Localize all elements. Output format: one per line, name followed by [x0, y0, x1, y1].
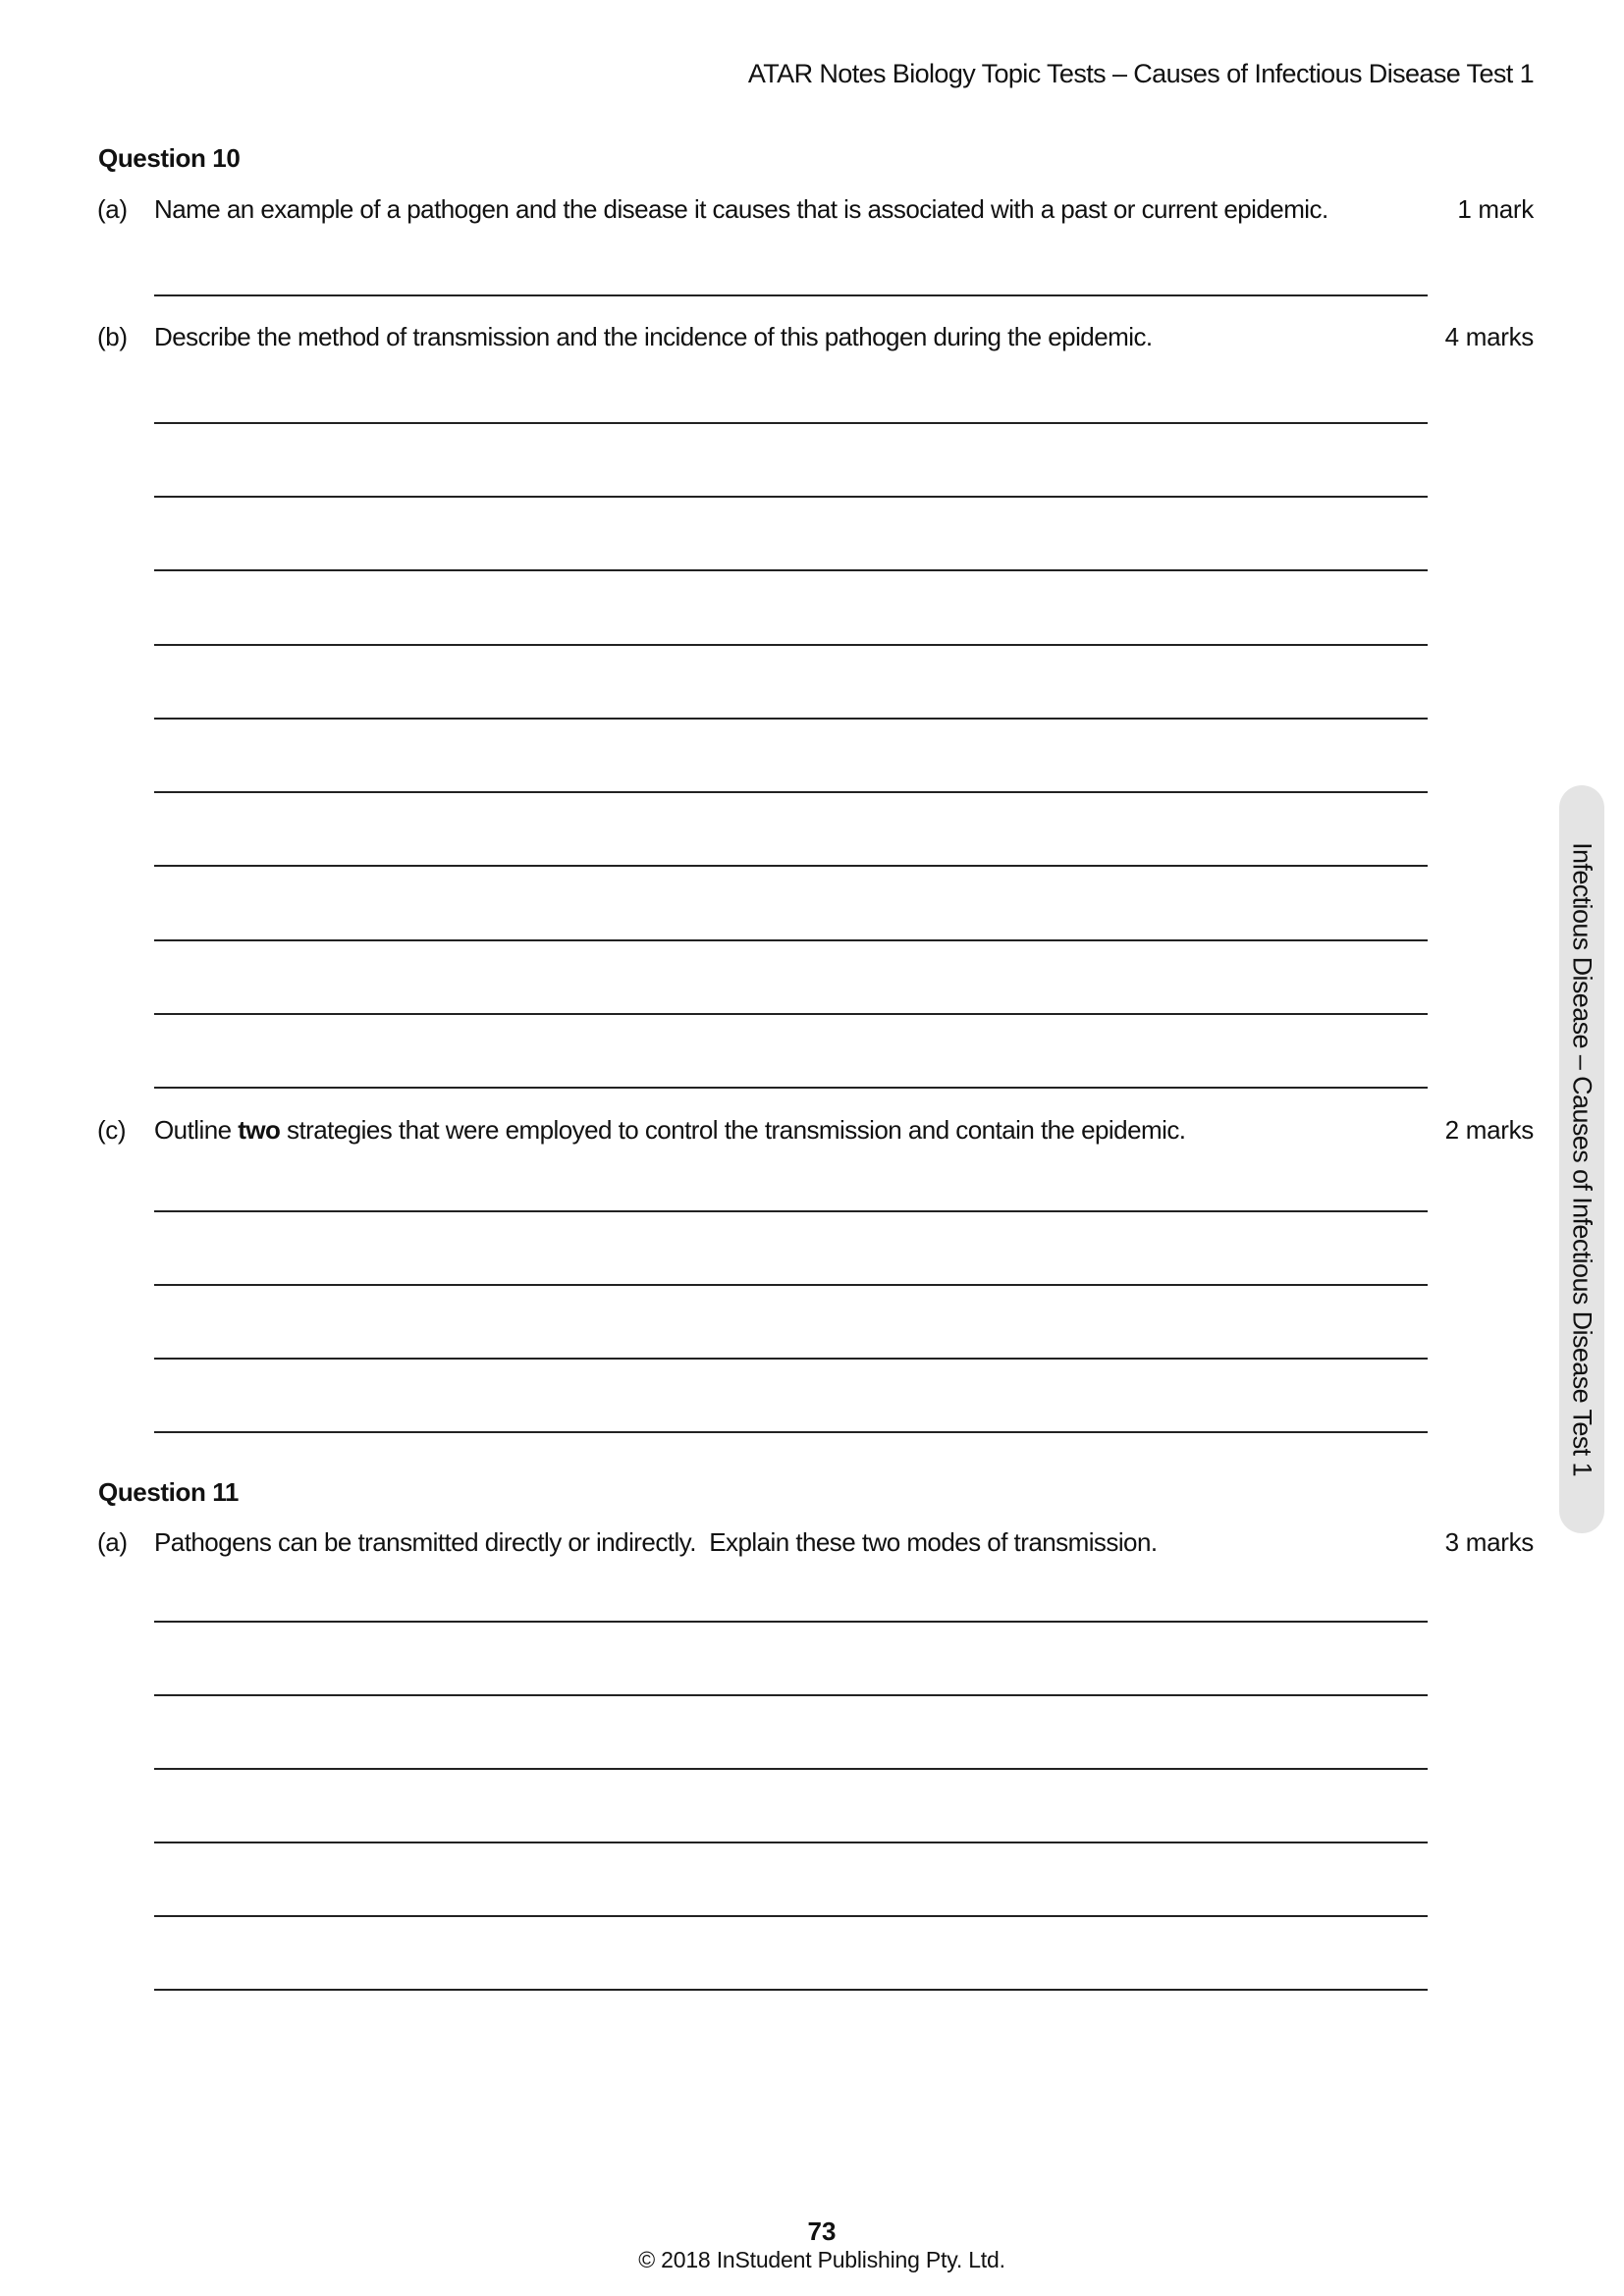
answer-line[interactable] — [154, 294, 1428, 296]
q10-part-c-label: (c) — [97, 1115, 127, 1145]
q10-part-a-label: (a) — [97, 194, 128, 224]
q10-part-c-text-after: strategies that were employed to control the transmission and contain the epidemic. — [280, 1115, 1186, 1145]
question-10-title: Question 10 — [98, 143, 241, 173]
q10-part-c-marks: 2 marks — [1444, 1115, 1534, 1145]
answer-line[interactable] — [154, 1210, 1428, 1212]
answer-line[interactable] — [154, 1621, 1428, 1623]
answer-line[interactable] — [154, 1013, 1428, 1015]
answer-line[interactable] — [154, 1915, 1428, 1917]
q11-part-a-marks: 3 marks — [1444, 1527, 1534, 1557]
answer-line[interactable] — [154, 939, 1428, 941]
question-11-title: Question 11 — [98, 1477, 239, 1507]
answer-line[interactable] — [154, 496, 1428, 498]
answer-line[interactable] — [154, 422, 1428, 424]
answer-line[interactable] — [154, 865, 1428, 867]
answer-line[interactable] — [154, 791, 1428, 793]
answer-line[interactable] — [154, 1358, 1428, 1360]
answer-line[interactable] — [154, 1989, 1428, 1991]
answer-line[interactable] — [154, 1694, 1428, 1696]
q10-part-c-emphasis: two — [238, 1115, 281, 1145]
page-number: 73 — [807, 2216, 837, 2246]
q10-part-a-marks: 1 mark — [1457, 194, 1534, 224]
answer-line[interactable] — [154, 1431, 1428, 1433]
q10-part-b-marks: 4 marks — [1444, 322, 1534, 351]
answer-line[interactable] — [154, 1768, 1428, 1770]
q10-part-b-text: Describe the method of transmission and the incidence of this pathogen during the epidemic. — [154, 322, 1153, 351]
answer-line[interactable] — [154, 569, 1428, 571]
copyright-notice: © 2018 InStudent Publishing Pty. Ltd. — [638, 2247, 1005, 2272]
section-side-tab — [1559, 785, 1604, 1533]
q11-part-a-label: (a) — [97, 1527, 128, 1557]
answer-line[interactable] — [154, 644, 1428, 646]
q11-part-a-text: Pathogens can be transmitted directly or indirectly. Explain these two modes of transmission. — [154, 1527, 1158, 1557]
section-side-tab-label: Infectious Disease – Causes of Infectious Disease Test 1 — [1567, 842, 1597, 1476]
answer-line[interactable] — [154, 1087, 1428, 1089]
q10-part-b-label: (b) — [97, 322, 128, 351]
running-header: ATAR Notes Biology Topic Tests – Causes of Infectious Disease Test 1 — [747, 59, 1534, 88]
answer-line[interactable] — [154, 1842, 1428, 1843]
answer-line[interactable] — [154, 1284, 1428, 1286]
q10-part-c-text — [154, 1115, 1185, 1146]
answer-line[interactable] — [154, 718, 1428, 720]
q10-part-c-text-before: Outline — [154, 1115, 239, 1145]
q10-part-a-text: Name an example of a pathogen and the disease it causes that is associated with a past or current epidemic. — [154, 194, 1328, 224]
